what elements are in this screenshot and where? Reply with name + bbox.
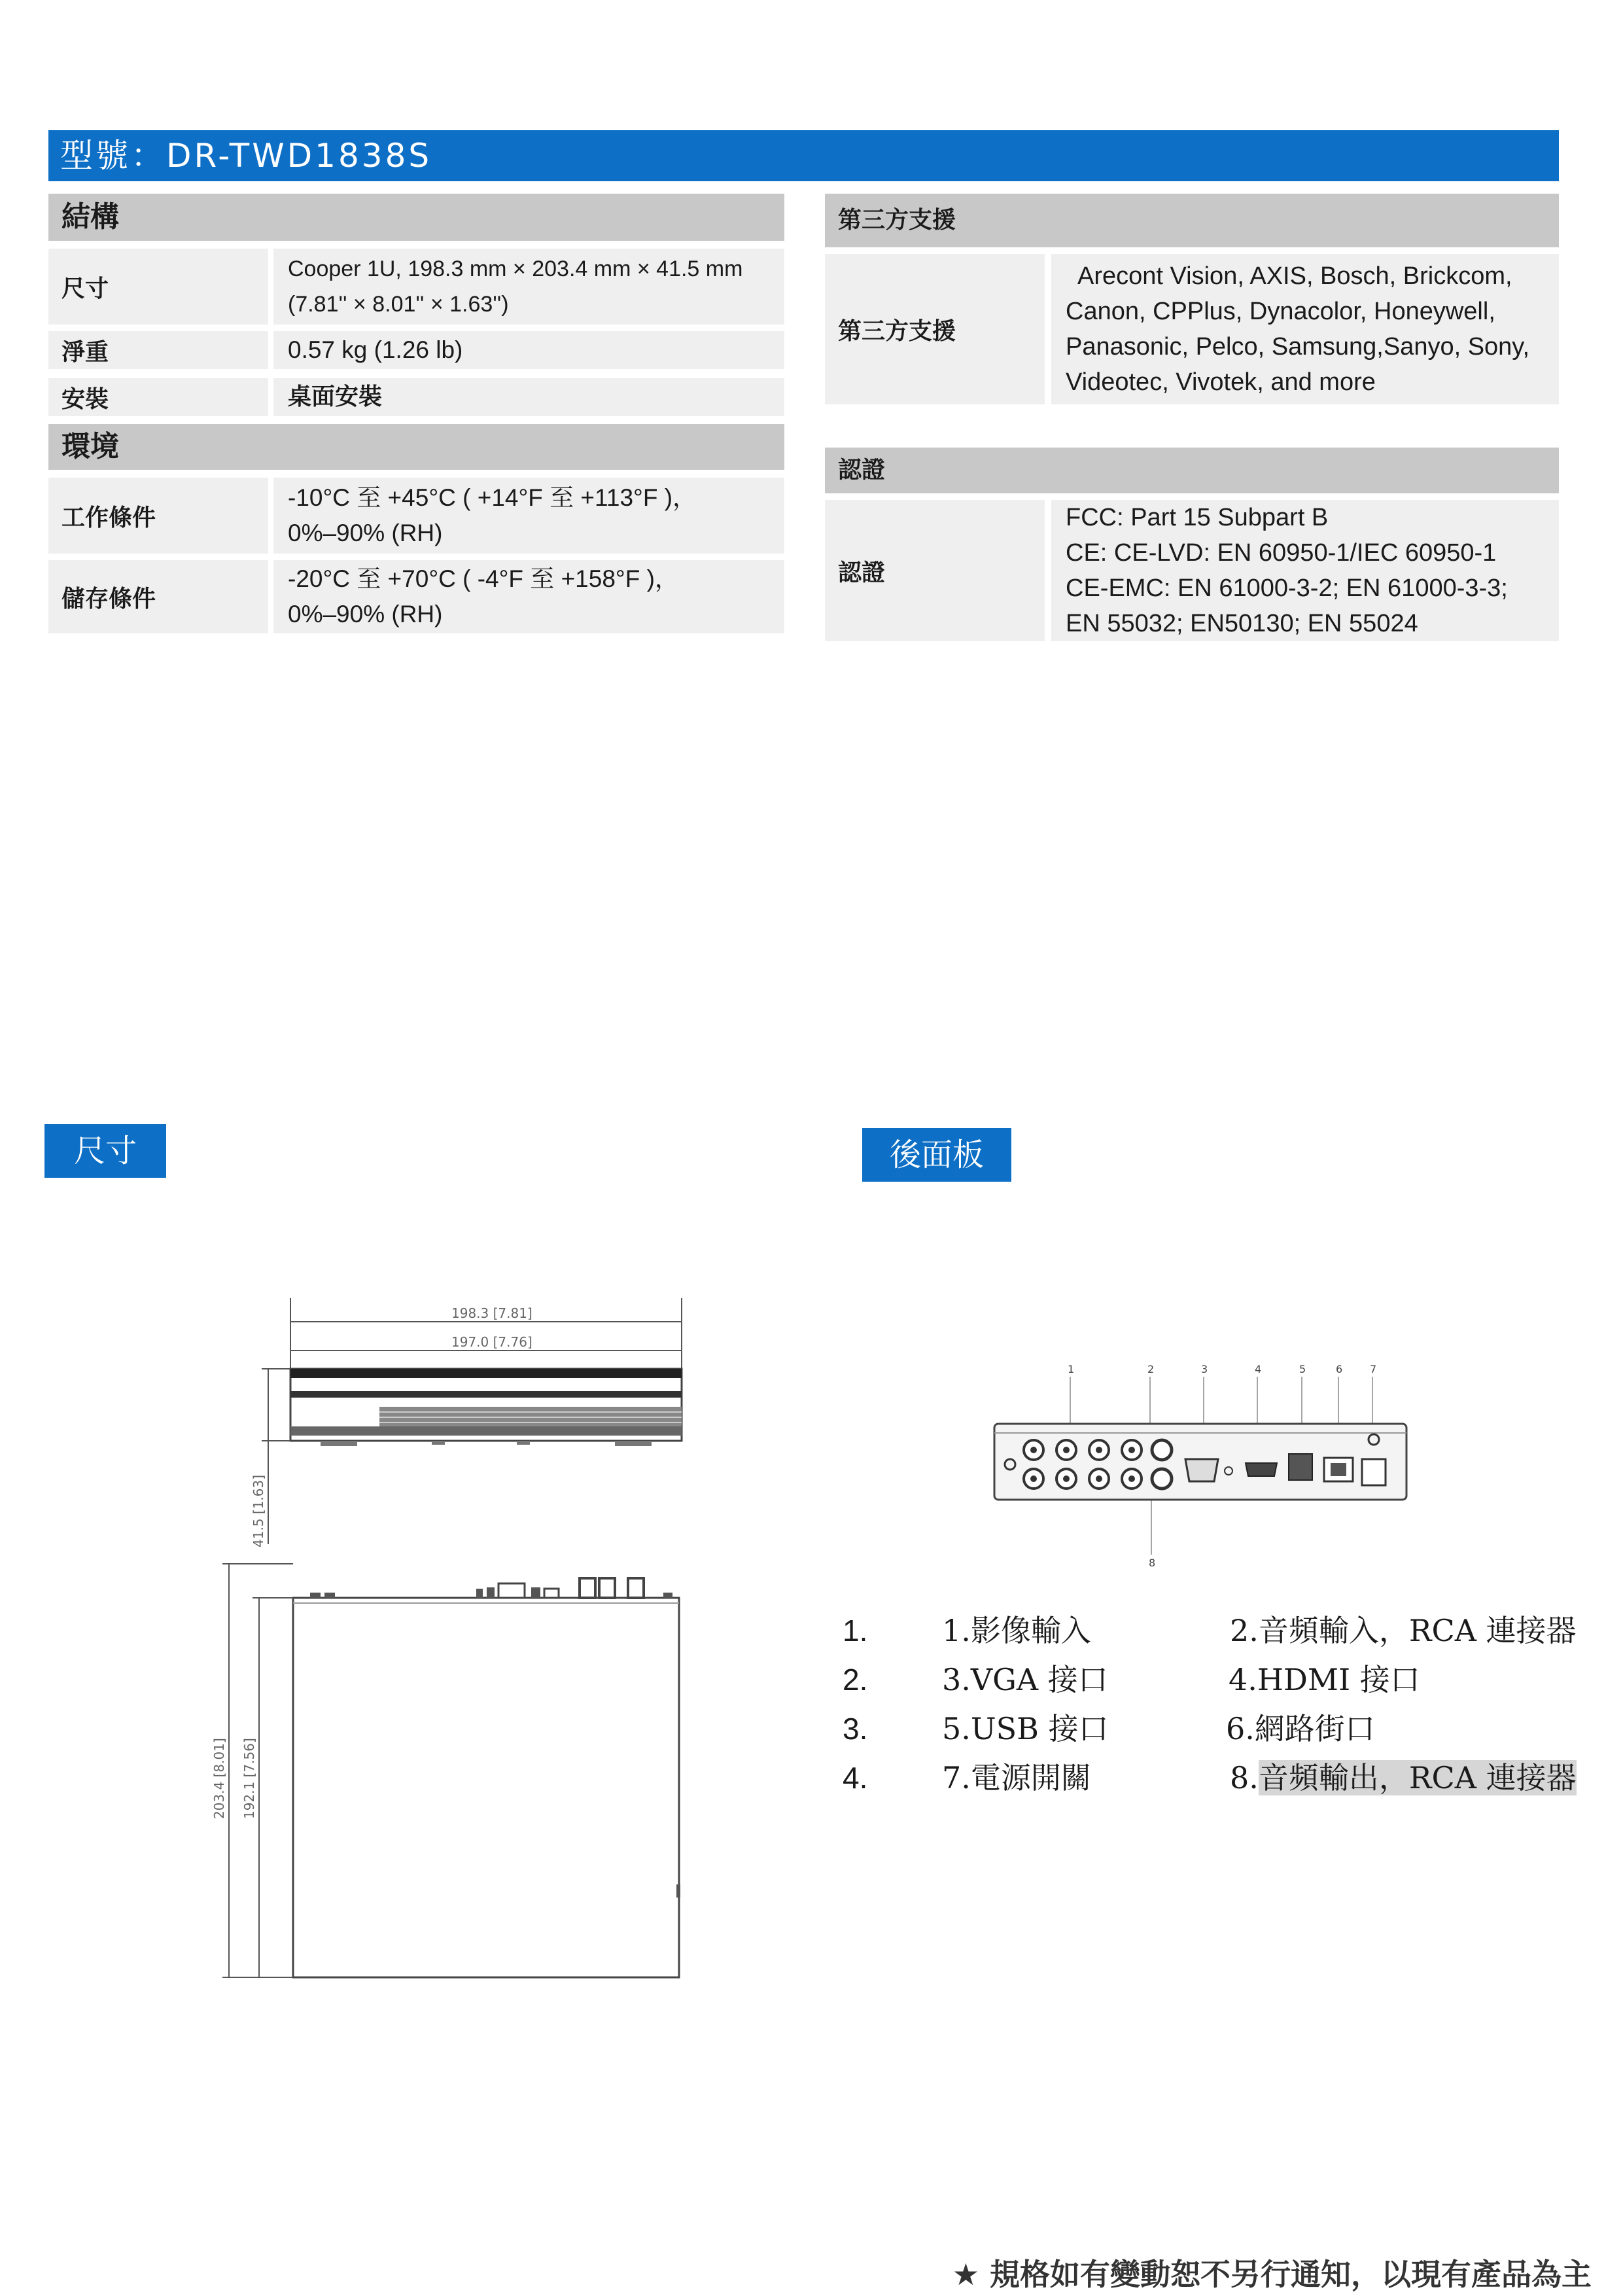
port-label: 3.VGA 接口 — [942, 1662, 1108, 1697]
port-label: 8. — [1230, 1760, 1259, 1795]
callout-1: 1 — [1068, 1363, 1075, 1375]
row-value-operating — [273, 478, 784, 554]
label-text: 認證 — [838, 559, 886, 586]
value-line: FCC: Part 15 Subpart B — [1066, 504, 1329, 531]
label-text: 尺寸 — [61, 275, 109, 302]
model-title-bar — [48, 130, 1559, 181]
depth-inner-label: 192.1 [7.56] — [241, 1738, 257, 1819]
value-line: EN 55032; EN50130; EN 55024 — [1066, 610, 1418, 637]
value-line: Panasonic, Pelco, Samsung,Sanyo, Sony, — [1066, 333, 1530, 361]
width-outer-label: 198.3 [7.81] — [451, 1305, 532, 1321]
list-number: 2. — [843, 1663, 868, 1697]
row-value-weight — [273, 331, 784, 369]
value-line: -10°C 至 +45°C ( +14°F 至 +113°F )， — [288, 484, 697, 511]
row-label-size — [48, 249, 268, 325]
top-view — [293, 1578, 680, 1977]
callout-2: 2 — [1147, 1363, 1155, 1375]
value-line: CE: CE-LVD: EN 60950-1/IEC 60950-1 — [1066, 539, 1497, 567]
height-label: 41.5 [1.63] — [251, 1474, 266, 1547]
value-line: 0%–90% (RH) — [288, 601, 443, 627]
section-title: 第三方支援 — [838, 207, 956, 234]
section-header-structure — [48, 194, 784, 241]
row-value-storage — [273, 560, 784, 633]
port-list — [837, 1606, 1590, 1803]
row-label-weight — [48, 331, 268, 369]
value-line: Cooper 1U, 198.3 mm × 203.4 mm × 41.5 mm — [288, 256, 743, 281]
port-label: 2.音頻輸入，RCA 連接器 — [1230, 1613, 1577, 1648]
list-number: 3. — [843, 1712, 868, 1746]
row-value-third-party — [1051, 254, 1559, 404]
label-text: 工作條件 — [61, 504, 156, 531]
callout-3: 3 — [1201, 1363, 1208, 1375]
value-line: 桌面安裝 — [288, 383, 383, 410]
port-label: 1.影像輸入 — [942, 1613, 1091, 1648]
tab-label: 尺寸 — [73, 1133, 137, 1169]
row-value-installation — [273, 378, 784, 416]
rear-panel-drawing — [981, 1361, 1426, 1570]
spec-table-left — [48, 194, 784, 639]
row-label-third-party — [825, 254, 1045, 404]
row-value-certification — [1051, 500, 1559, 641]
section-title: 認證 — [838, 457, 886, 484]
list-number: 4. — [843, 1761, 868, 1795]
value-line: -20°C 至 +70°C ( -4°F 至 +158°F )， — [288, 565, 679, 592]
row-value-size — [273, 249, 784, 325]
section-header-environment — [48, 424, 784, 470]
callout-4: 4 — [1255, 1363, 1262, 1375]
dimension-drawing — [209, 1296, 707, 1989]
row-label-installation — [48, 378, 268, 416]
callout-8: 8 — [1149, 1557, 1156, 1569]
port-label: 4.HDMI 接口 — [1229, 1662, 1420, 1697]
tab-dimensions — [44, 1124, 166, 1178]
value-line: (7.81'' × 8.01'' × 1.63'') — [288, 292, 509, 317]
port-label: 6.網路街口 — [1226, 1711, 1375, 1746]
value-line: Arecont Vision, AXIS, Bosch, Brickcom, — [1077, 262, 1512, 290]
width-inner-label: 197.0 [7.76] — [451, 1334, 532, 1350]
row-label-certification — [825, 500, 1045, 641]
section-title: 環境 — [61, 430, 119, 463]
port-label: 5.USB 接口 — [942, 1711, 1109, 1746]
port-label: 7.電源開關 — [942, 1760, 1091, 1795]
port-label-highlight: 音頻輸出，RCA 連接器 — [1258, 1760, 1577, 1795]
side-view — [290, 1369, 682, 1446]
label-text: 第三方支援 — [838, 317, 956, 345]
row-label-operating — [48, 478, 268, 554]
callout-7: 7 — [1370, 1363, 1377, 1375]
label-text: 儲存條件 — [61, 585, 156, 612]
tab-label: 後面板 — [889, 1137, 984, 1173]
section-header-third-party — [825, 194, 1559, 247]
list-number: 1. — [843, 1614, 868, 1648]
callout-5: 5 — [1299, 1363, 1306, 1375]
model-title: 型號：DR-TWD1838S — [60, 137, 432, 175]
value-line: 0.57 kg (1.26 lb) — [288, 336, 463, 363]
label-text: 安裝 — [61, 385, 109, 413]
row-label-storage — [48, 560, 268, 633]
value-line: Canon, CPPlus, Dynacolor, Honeywell, — [1066, 298, 1495, 325]
tab-rear-panel — [862, 1128, 1011, 1182]
label-text: 淨重 — [61, 338, 109, 366]
value-line: 0%–90% (RH) — [288, 520, 443, 546]
section-header-certification — [825, 448, 1559, 493]
depth-outer-label: 203.4 [8.01] — [211, 1738, 227, 1819]
section-title: 結構 — [61, 200, 119, 234]
spec-table-right — [825, 194, 1559, 645]
value-line: CE-EMC: EN 61000-3-2; EN 61000-3-3; — [1066, 574, 1508, 602]
footer-note: ★ 規格如有變動恕不另行通知，以現有產品為主 — [952, 2257, 1592, 2292]
callout-6: 6 — [1336, 1363, 1343, 1375]
value-line: Videotec, Vivotek, and more — [1066, 368, 1376, 396]
